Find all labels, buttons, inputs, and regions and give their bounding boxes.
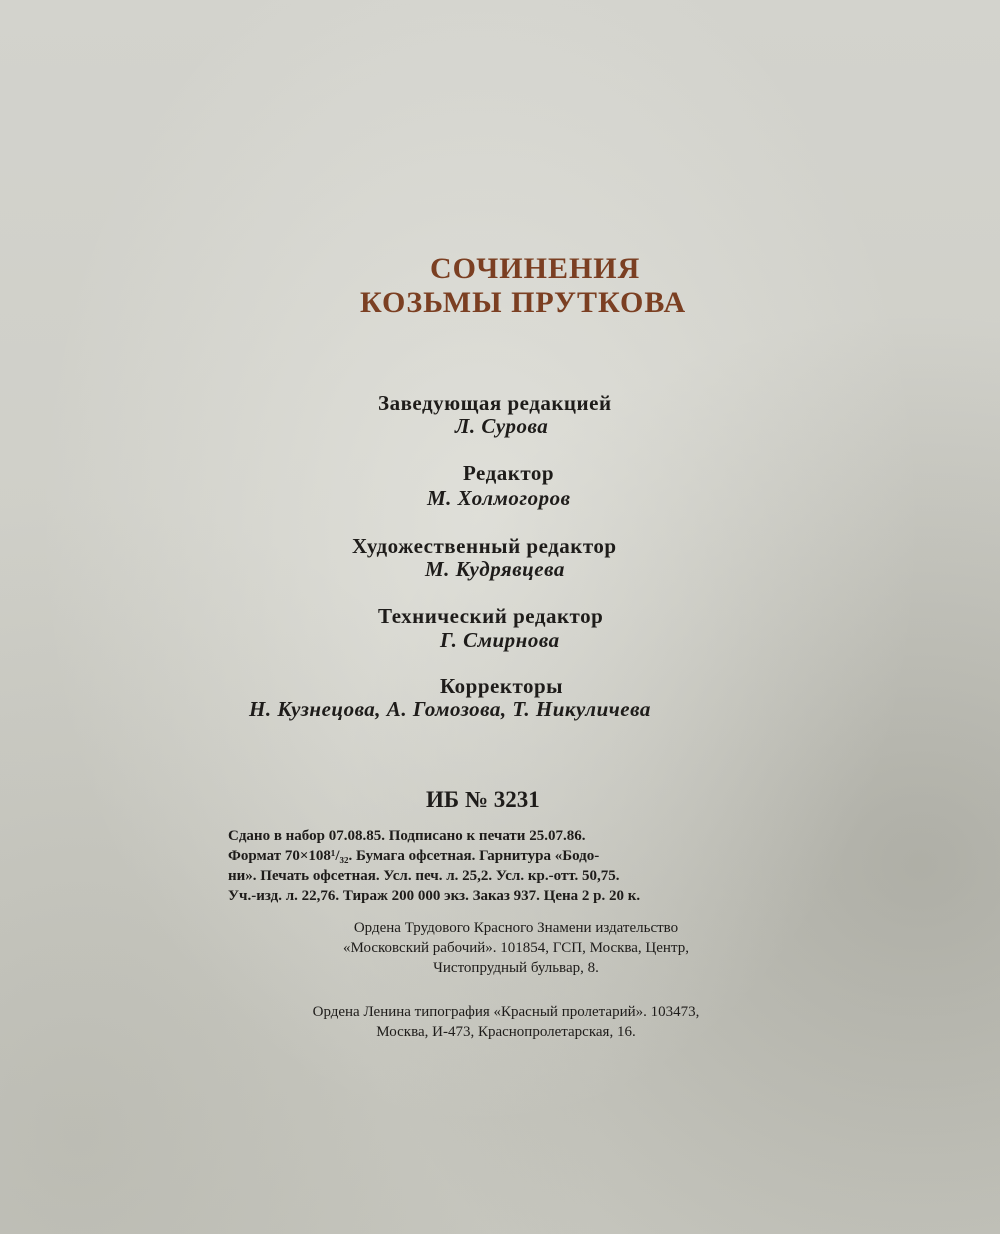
printer-line: Ордена Ленина типография «Красный пролетарий». 103473, bbox=[312, 1004, 700, 1020]
print-spec-line: Формат 70×108¹/₃₂. Бумага офсетная. Гарнитура «Бодо- bbox=[228, 848, 600, 864]
book-title-line-2: КОЗЬМЫ ПРУТКОВА bbox=[360, 286, 687, 319]
print-spec-line: ни». Печать офсетная. Усл. печ. л. 25,2. Усл. кр.-отт. 50,75. bbox=[228, 868, 620, 884]
print-specifications bbox=[228, 826, 808, 906]
credit-role-editor: Редактор bbox=[463, 461, 555, 485]
printer-info bbox=[216, 1002, 796, 1042]
print-spec-line: Уч.-изд. л. 22,76. Тираж 200 000 экз. Заказ 937. Цена 2 р. 20 к. bbox=[228, 888, 641, 904]
publisher-line: «Московский рабочий». 101854, ГСП, Москва, Центр, bbox=[343, 940, 689, 956]
ib-number: ИБ № 3231 bbox=[426, 787, 540, 812]
credit-role-head-editor: Заведующая редакцией bbox=[378, 391, 612, 415]
print-spec-line: Сдано в набор 07.08.85. Подписано к печати 25.07.86. bbox=[228, 828, 586, 844]
credit-name-proofreaders: Н. Кузнецова, А. Гомозова, Т. Никуличева bbox=[249, 697, 651, 721]
credit-role-proofreaders: Корректоры bbox=[440, 674, 564, 698]
publisher-line: Чистопрудный бульвар, 8. bbox=[433, 960, 599, 976]
credit-role-art-editor: Художественный редактор bbox=[352, 534, 617, 558]
printer-line: Москва, И-473, Краснопролетарская, 16. bbox=[376, 1024, 636, 1040]
credit-name-editor: М. Холмогоров bbox=[427, 486, 571, 510]
publisher-info bbox=[236, 918, 796, 978]
book-title-line-1: СОЧИНЕНИЯ bbox=[430, 252, 641, 285]
credit-role-tech-editor: Технический редактор bbox=[378, 604, 604, 628]
credit-name-head-editor: Л. Сурова bbox=[455, 414, 549, 438]
publisher-line: Ордена Трудового Красного Знамени издательство bbox=[353, 920, 679, 936]
credit-name-art-editor: М. Кудрявцева bbox=[425, 557, 565, 581]
credit-name-tech-editor: Г. Смирнова bbox=[440, 628, 560, 652]
